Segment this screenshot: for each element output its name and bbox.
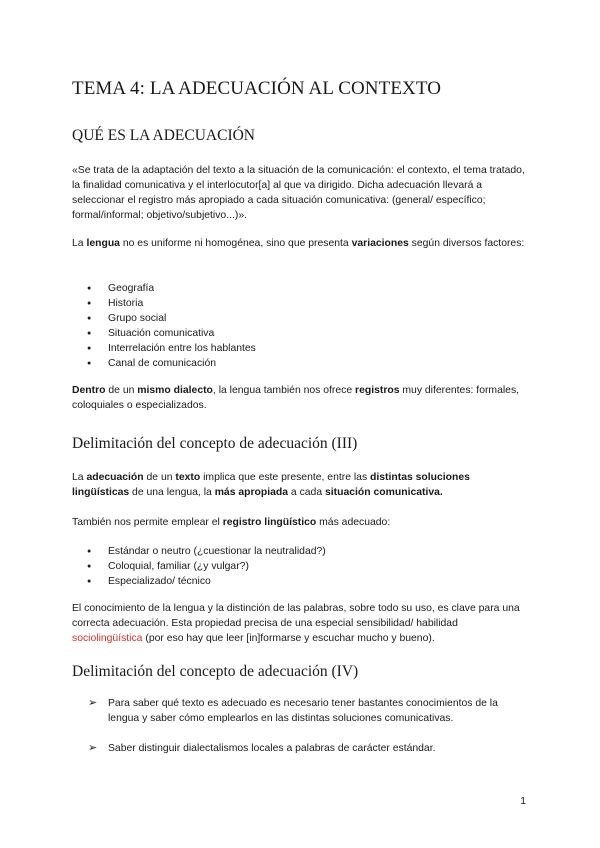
list-item: ● Interrelación entre los hablantes bbox=[72, 341, 528, 356]
dialecto-paragraph: Dentro de un mismo dialecto, la lengua también nos ofrece registros muy diferentes: formales, coloquiales o especializados. bbox=[72, 385, 520, 411]
list-item: ● Historia bbox=[72, 296, 528, 311]
lengua-paragraph: La lengua no es uniforme ni homogénea, sino que presenta variaciones según diversos factores: bbox=[72, 238, 525, 249]
list-item: ● Grupo social bbox=[72, 311, 528, 326]
list-item: ● Estándar o neutro (¿cuestionar la neutralidad?) bbox=[72, 544, 528, 559]
section-heading-delimitacion-iii: Delimitación del concepto de adecuación (III) bbox=[72, 435, 358, 452]
list-item: ● Canal de comunicación bbox=[72, 356, 528, 371]
list-item: ● Geografía bbox=[72, 281, 528, 296]
list-item: ➢ Para saber qué texto es adecuado es necesario tener bastantes conocimientos de la lengua y saber cómo emplearlos en las distintas soluciones comunicativas. bbox=[72, 696, 528, 726]
section-heading-que-es: QUÉ ES LA ADECUACIÓN bbox=[72, 127, 255, 144]
definition-quote: «Se trata de la adaptación del texto a la situación de la comunicación: el contexto, el tema tratado, la finalidad comunicativa y el interlocutor[a] al que va dirigido. Dicha adecuación llevará a seleccionar el registro más apropiado a cada situación comunicativa: (general/ específico; formal/informal; objetivo/subjetivo...)». bbox=[72, 165, 525, 221]
list-item: ● Coloquial, familiar (¿y vulgar?) bbox=[72, 559, 528, 574]
page-number: 1 bbox=[520, 796, 526, 807]
arrow-list bbox=[72, 696, 528, 726]
registro-paragraph: También nos permite emplear el registro lingüístico más adecuado: bbox=[72, 517, 391, 528]
list-item: ● Situación comunicativa bbox=[72, 326, 528, 341]
arrow-list-2 bbox=[72, 741, 528, 756]
registers-list bbox=[72, 544, 528, 589]
list-item: ➢ Saber distinguir dialectalismos locales a palabras de carácter estándar. bbox=[72, 741, 528, 756]
factors-list bbox=[72, 281, 528, 371]
conocimiento-paragraph: El conocimiento de la lengua y la distinción de las palabras, sobre todo su uso, es clave para una correcta adecuación. Esta propiedad precisa de una especial sensibilidad/ habilidad sociolingüística (por eso hay que leer [in]formarse y escuchar mucho y bueno). bbox=[72, 603, 520, 644]
sociolinguistica-highlight: sociolingüística bbox=[72, 633, 143, 644]
section-heading-delimitacion-iv: Delimitación del concepto de adecuación (IV) bbox=[72, 663, 359, 680]
page-title: TEMA 4: LA ADECUACIÓN AL CONTEXTO bbox=[72, 78, 442, 99]
list-item: ● Especializado/ técnico bbox=[72, 574, 528, 589]
adecuacion-paragraph: La adecuación de un texto implica que este presente, entre las distintas soluciones lingüísticas de una lengua, la más apropiada a cada situación comunicativa. bbox=[72, 472, 470, 498]
